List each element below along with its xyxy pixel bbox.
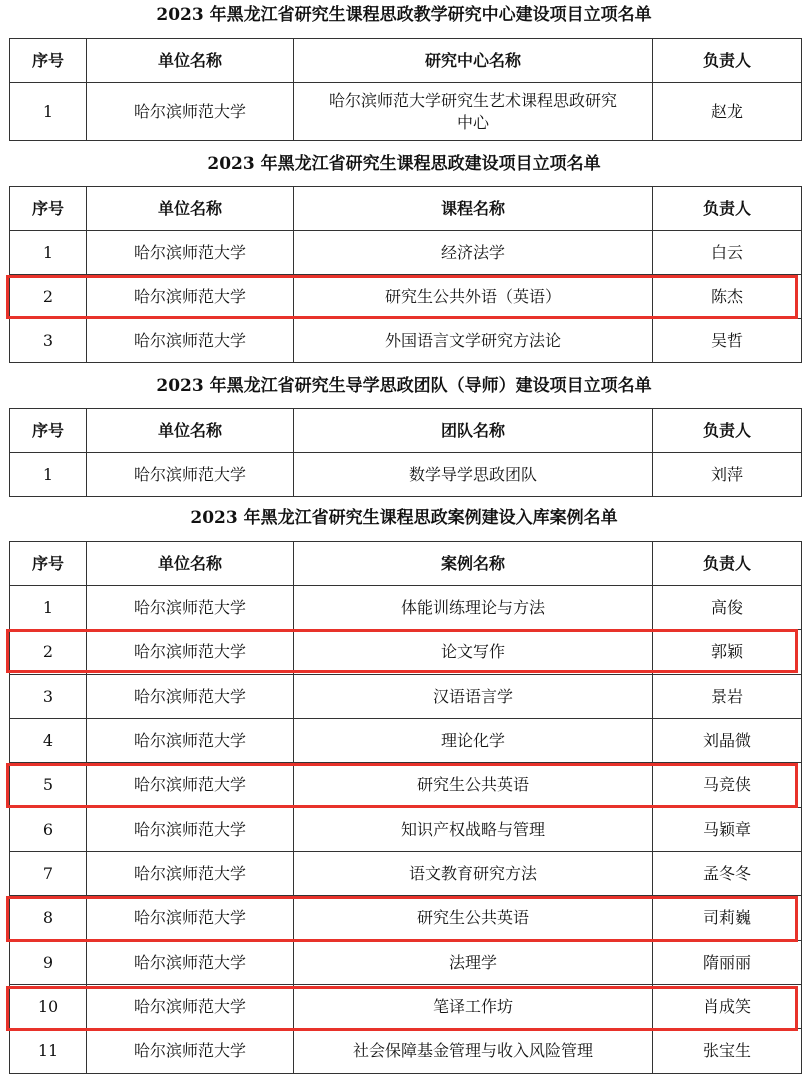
cell-name: 体能训练理论与方法 — [294, 586, 653, 630]
cell-lead: 陈杰 — [653, 275, 802, 319]
cell-unit: 哈尔滨师范大学 — [87, 453, 294, 497]
table-row — [10, 896, 802, 941]
cell-lead: 马颖章 — [653, 808, 802, 852]
header-lead: 负责人 — [653, 409, 802, 453]
cell-lead: 隋丽丽 — [653, 941, 802, 985]
cell-name: 社会保障基金管理与收入风险管理 — [294, 1029, 653, 1074]
cell-name: 经济法学 — [294, 231, 653, 275]
section-3-table — [9, 408, 802, 497]
section-4-table — [9, 541, 802, 1074]
cell-lead: 高俊 — [653, 586, 802, 630]
cell-lead: 赵龙 — [653, 83, 802, 141]
cell-unit: 哈尔滨师范大学 — [87, 896, 294, 941]
cell-name: 汉语语言学 — [294, 675, 653, 719]
cell-unit: 哈尔滨师范大学 — [87, 941, 294, 985]
section-4-title: 2023 年黑龙江省研究生课程思政案例建设入库案例名单 — [190, 508, 618, 528]
cell-unit: 哈尔滨师范大学 — [87, 1029, 294, 1074]
cell-unit: 哈尔滨师范大学 — [87, 630, 294, 675]
cell-lead: 吴哲 — [653, 319, 802, 363]
cell-unit: 哈尔滨师范大学 — [87, 586, 294, 630]
cell-unit: 哈尔滨师范大学 — [87, 275, 294, 319]
cell-unit: 哈尔滨师范大学 — [87, 319, 294, 363]
header-lead: 负责人 — [653, 39, 802, 83]
table-row — [10, 1029, 802, 1074]
cell-unit: 哈尔滨师范大学 — [87, 675, 294, 719]
cell-name: 理论化学 — [294, 719, 653, 763]
cell-unit: 哈尔滨师范大学 — [87, 231, 294, 275]
cell-name: 哈尔滨师范大学研究生艺术课程思政研究中心 — [294, 83, 653, 141]
cell-no: 5 — [10, 763, 87, 808]
section-2-title: 2023 年黑龙江省研究生课程思政建设项目立项名单 — [207, 154, 601, 174]
cell-lead: 景岩 — [653, 675, 802, 719]
cell-name: 知识产权战略与管理 — [294, 808, 653, 852]
header-no: 序号 — [10, 542, 87, 586]
cell-no: 2 — [10, 630, 87, 675]
cell-name: 语文教育研究方法 — [294, 852, 653, 896]
cell-no: 3 — [10, 319, 87, 363]
cell-name: 外国语言文学研究方法论 — [294, 319, 653, 363]
table-header-row — [10, 409, 802, 453]
header-unit: 单位名称 — [87, 39, 294, 83]
cell-name: 研究生公共英语 — [294, 896, 653, 941]
header-no: 序号 — [10, 409, 87, 453]
cell-no: 11 — [10, 1029, 87, 1074]
header-name: 课程名称 — [294, 187, 653, 231]
table-row — [10, 985, 802, 1029]
table-row — [10, 83, 802, 141]
table-row — [10, 808, 802, 852]
cell-no: 7 — [10, 852, 87, 896]
table-header-row — [10, 187, 802, 231]
table-row — [10, 275, 802, 319]
cell-lead: 肖成笑 — [653, 985, 802, 1029]
cell-lead: 刘萍 — [653, 453, 802, 497]
cell-no: 1 — [10, 586, 87, 630]
cell-unit: 哈尔滨师范大学 — [87, 985, 294, 1029]
cell-no: 2 — [10, 275, 87, 319]
table-header-row — [10, 542, 802, 586]
cell-no: 1 — [10, 453, 87, 497]
section-3-title: 2023 年黑龙江省研究生导学思政团队（导师）建设项目立项名单 — [156, 376, 652, 396]
cell-no: 4 — [10, 719, 87, 763]
header-no: 序号 — [10, 187, 87, 231]
cell-name: 数学导学思政团队 — [294, 453, 653, 497]
header-unit: 单位名称 — [87, 187, 294, 231]
cell-no: 1 — [10, 231, 87, 275]
header-unit: 单位名称 — [87, 542, 294, 586]
table-header-row — [10, 39, 802, 83]
cell-unit: 哈尔滨师范大学 — [87, 719, 294, 763]
table-row — [10, 763, 802, 808]
cell-lead: 孟冬冬 — [653, 852, 802, 896]
table-row — [10, 319, 802, 363]
header-name: 案例名称 — [294, 542, 653, 586]
table-row — [10, 852, 802, 896]
header-lead: 负责人 — [653, 542, 802, 586]
cell-unit: 哈尔滨师范大学 — [87, 808, 294, 852]
section-1-table — [9, 38, 802, 141]
header-no: 序号 — [10, 39, 87, 83]
header-name: 团队名称 — [294, 409, 653, 453]
cell-no: 1 — [10, 83, 87, 141]
table-row — [10, 719, 802, 763]
header-name: 研究中心名称 — [294, 39, 653, 83]
cell-name: 研究生公共外语（英语） — [294, 275, 653, 319]
section-1-title: 2023 年黑龙江省研究生课程思政教学研究中心建设项目立项名单 — [156, 5, 652, 25]
cell-lead: 司莉巍 — [653, 896, 802, 941]
cell-unit: 哈尔滨师范大学 — [87, 83, 294, 141]
cell-unit: 哈尔滨师范大学 — [87, 763, 294, 808]
cell-lead: 刘晶微 — [653, 719, 802, 763]
table-row — [10, 453, 802, 497]
header-unit: 单位名称 — [87, 409, 294, 453]
cell-lead: 张宝生 — [653, 1029, 802, 1074]
cell-no: 6 — [10, 808, 87, 852]
cell-lead: 马竞侠 — [653, 763, 802, 808]
cell-name: 研究生公共英语 — [294, 763, 653, 808]
header-lead: 负责人 — [653, 187, 802, 231]
cell-no: 8 — [10, 896, 87, 941]
cell-no: 9 — [10, 941, 87, 985]
cell-name: 笔译工作坊 — [294, 985, 653, 1029]
table-row — [10, 586, 802, 630]
table-row — [10, 231, 802, 275]
cell-unit: 哈尔滨师范大学 — [87, 852, 294, 896]
table-row — [10, 941, 802, 985]
cell-name: 论文写作 — [294, 630, 653, 675]
cell-name: 法理学 — [294, 941, 653, 985]
table-row — [10, 675, 802, 719]
cell-no: 3 — [10, 675, 87, 719]
section-2-table — [9, 186, 802, 363]
cell-lead: 郭颖 — [653, 630, 802, 675]
cell-lead: 白云 — [653, 231, 802, 275]
table-row — [10, 630, 802, 675]
cell-no: 10 — [10, 985, 87, 1029]
